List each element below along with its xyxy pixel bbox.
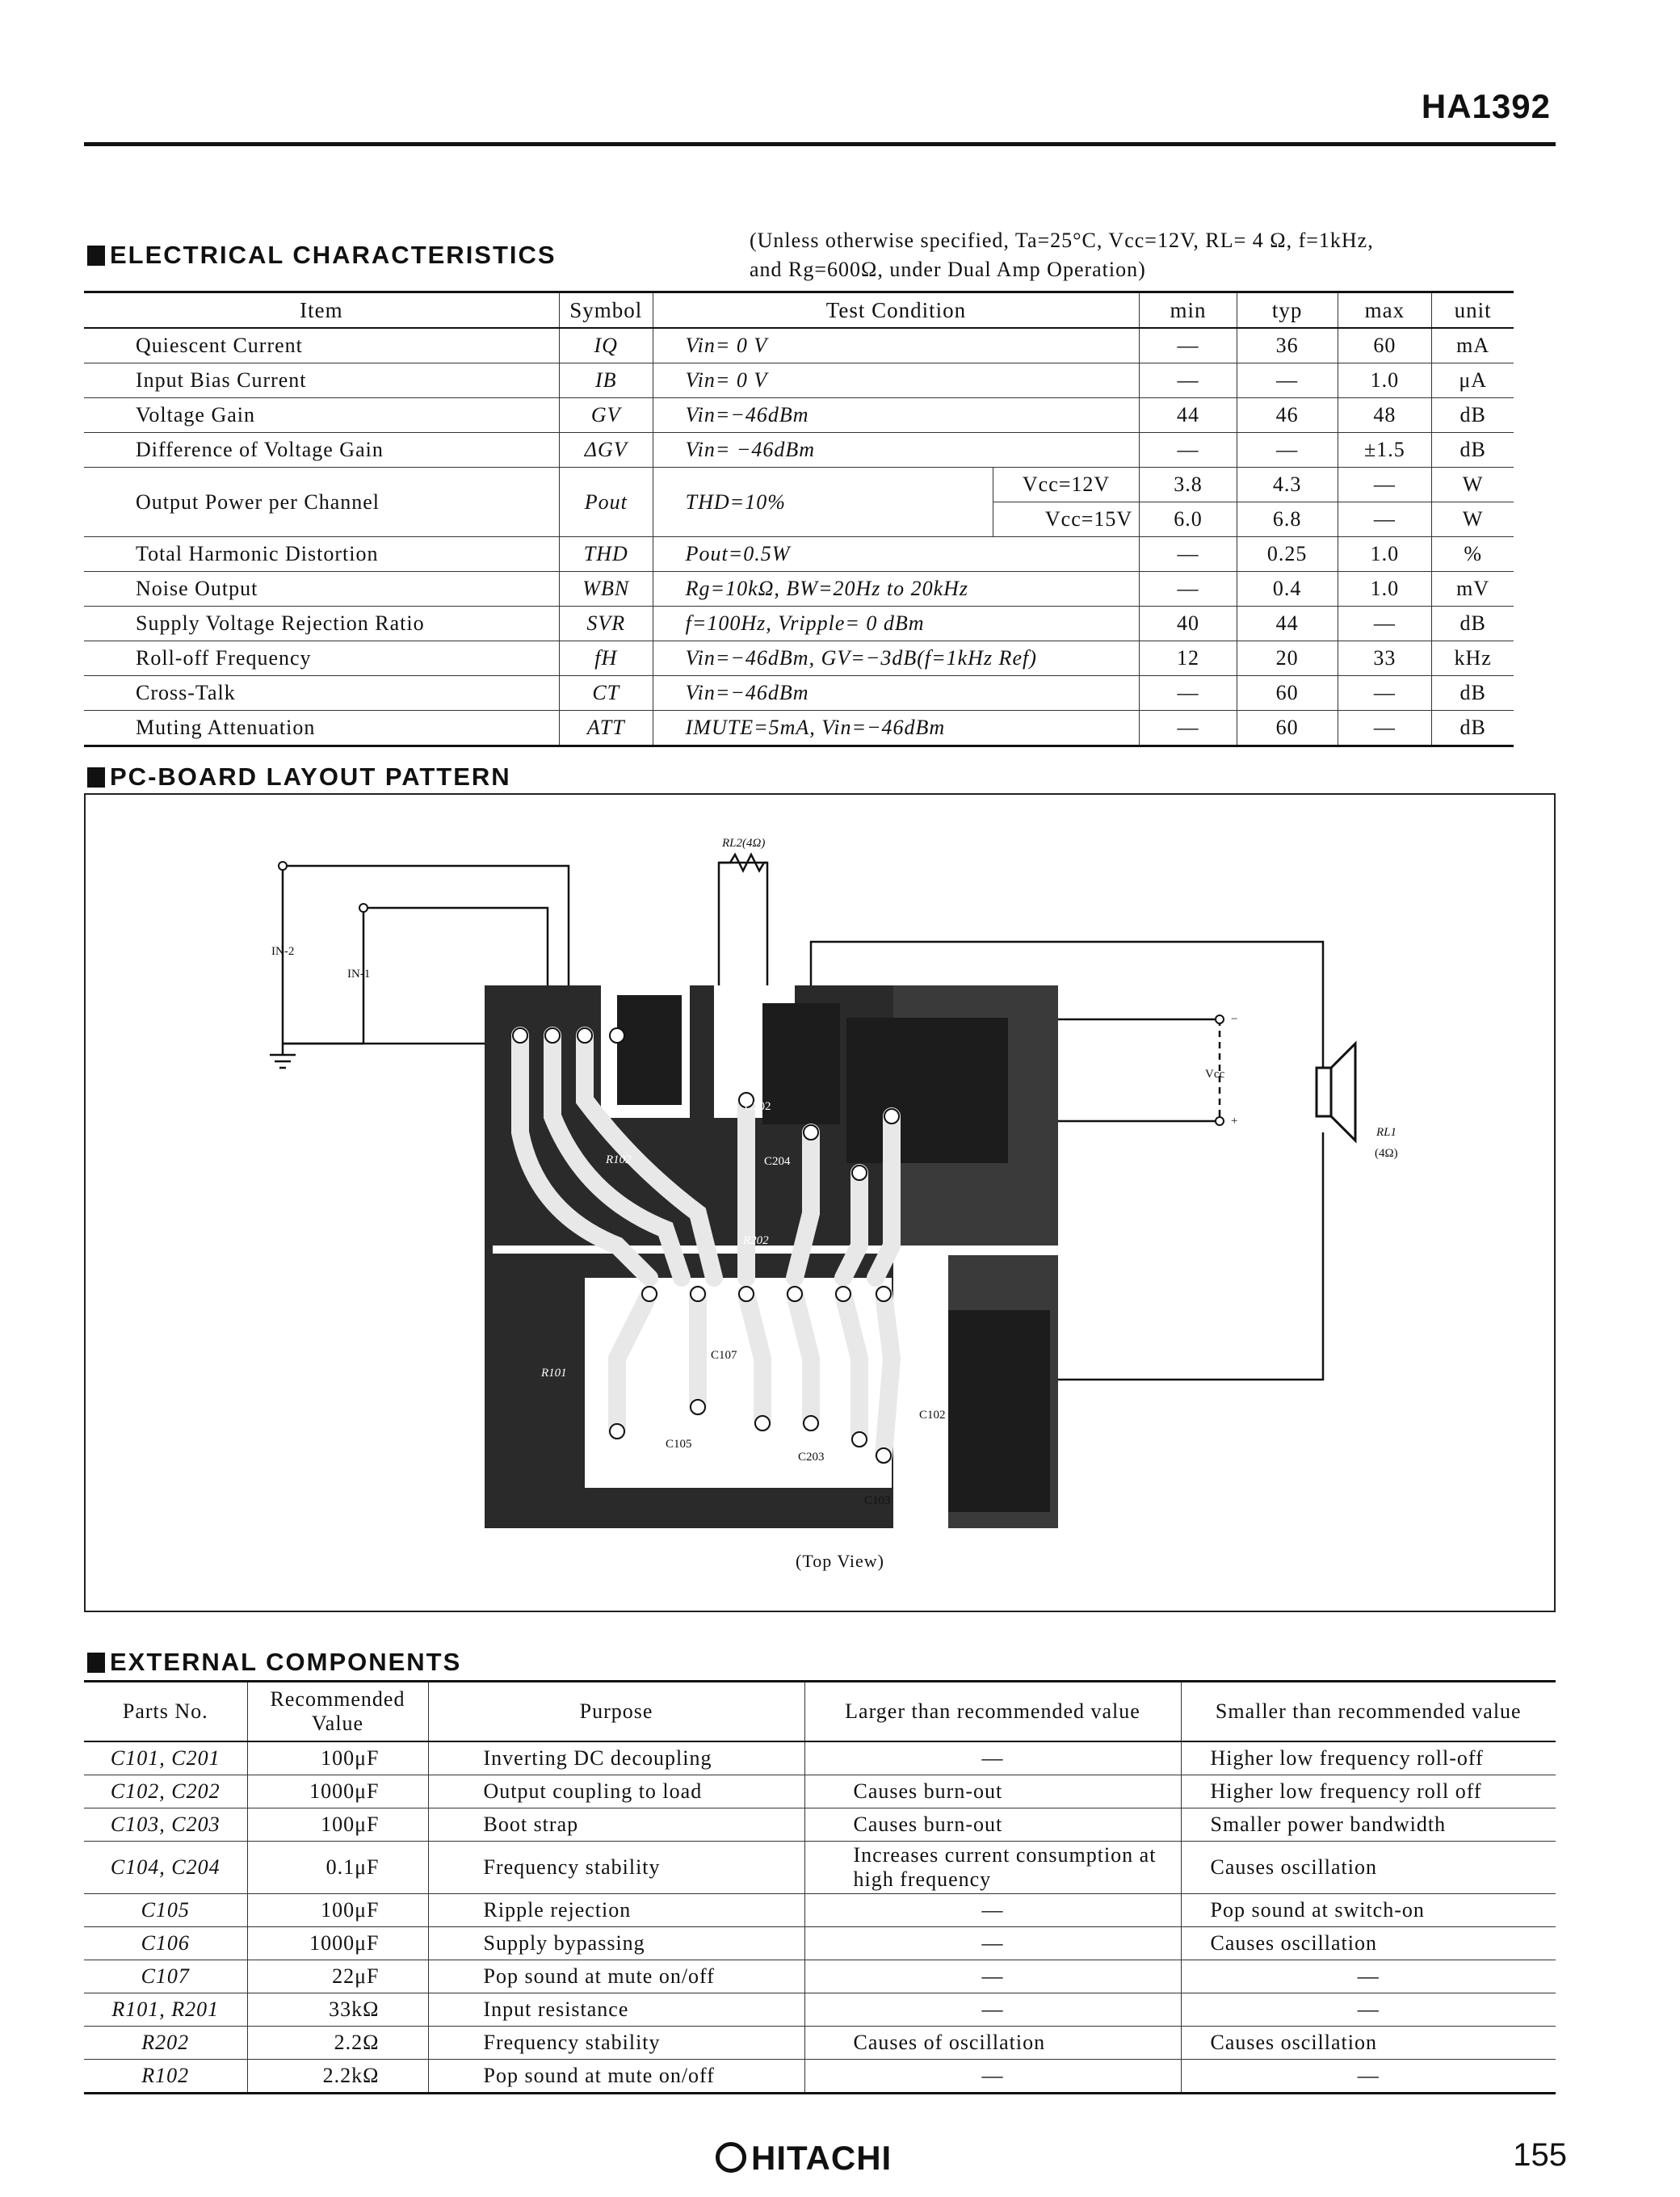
- cell-typ: 60: [1237, 676, 1338, 711]
- cell-min: 12: [1140, 641, 1237, 676]
- cell-part: C105: [84, 1894, 247, 1927]
- cell-typ: —: [1237, 433, 1338, 468]
- cell-item: Total Harmonic Distortion: [84, 537, 559, 572]
- cell-test: THD=10%: [653, 468, 993, 537]
- cell-purpose: Pop sound at mute on/off: [428, 1960, 804, 1993]
- cell-min: —: [1140, 328, 1237, 363]
- cell-purpose: Pop sound at mute on/off: [428, 2060, 804, 2094]
- cell-value: 1000μF: [247, 1775, 428, 1808]
- cell-unit: dB: [1432, 676, 1514, 711]
- cell-part: C102, C202: [84, 1775, 247, 1808]
- cell-unit: dB: [1432, 607, 1514, 641]
- r101-label: R101: [541, 1367, 567, 1380]
- col-min: min: [1140, 292, 1237, 329]
- table-row: [84, 676, 1514, 711]
- col-test: Test Condition: [653, 292, 1140, 329]
- electrical-conditions: [750, 226, 1374, 284]
- col-max: max: [1338, 292, 1432, 329]
- vcc-label: Vcc: [1205, 1068, 1225, 1081]
- cell-typ: 46: [1237, 398, 1338, 433]
- col-part: Parts No.: [84, 1682, 247, 1742]
- pcb-copper-board: [485, 985, 1058, 1528]
- external-title-text: EXTERNAL COMPONENTS: [110, 1648, 462, 1676]
- col-item: Item: [84, 292, 559, 329]
- c202-label: C202: [745, 1100, 771, 1113]
- cell-value: 1000μF: [247, 1927, 428, 1960]
- electrical-title-text: ELECTRICAL CHARACTERISTICS: [110, 241, 556, 269]
- cell-min: —: [1140, 537, 1237, 572]
- cell-typ: 44: [1237, 607, 1338, 641]
- cell-typ: 20: [1237, 641, 1338, 676]
- cell-symbol: ATT: [559, 711, 653, 746]
- cell-item: Difference of Voltage Gain: [84, 433, 559, 468]
- table-row: [84, 1960, 1556, 1993]
- table-row: [84, 1894, 1556, 1927]
- cell-test: Vin=−46dBm: [653, 398, 1140, 433]
- input-arrows: [283, 884, 363, 1027]
- table-row: [84, 1927, 1556, 1960]
- cell-max: 1.0: [1338, 537, 1432, 572]
- cell-purpose: Ripple rejection: [428, 1894, 804, 1927]
- pcb-diagram: [84, 793, 1554, 1609]
- cell-item: Voltage Gain: [84, 398, 559, 433]
- cell-typ: 4.3: [1237, 468, 1338, 502]
- table-row: [84, 711, 1514, 746]
- cell-larger: —: [804, 1927, 1181, 1960]
- cell-smaller: Causes oscillation: [1181, 1927, 1556, 1960]
- cell-test: Rg=10kΩ, BW=20Hz to 20kHz: [653, 572, 1140, 607]
- cell-smaller: —: [1181, 1960, 1556, 1993]
- pcb-title: [87, 762, 511, 792]
- cell-purpose: Frequency stability: [428, 1842, 804, 1894]
- external-table: [84, 1680, 1556, 2094]
- cell-value: 22μF: [247, 1960, 428, 1993]
- cell-symbol: IQ: [559, 328, 653, 363]
- cell-smaller: Pop sound at switch-on: [1181, 1894, 1556, 1927]
- cell-test: Vin=−46dBm, GV=−3dB(f=1kHz Ref): [653, 641, 1140, 676]
- c103-label: C103: [864, 1494, 891, 1507]
- cell-larger: Causes of oscillation: [804, 2027, 1181, 2060]
- cell-purpose: Boot strap: [428, 1808, 804, 1842]
- col-value: Recommended Value: [247, 1682, 428, 1742]
- cell-symbol: IB: [559, 363, 653, 398]
- electrical-header-row: [84, 292, 1514, 329]
- cell-value: 100μF: [247, 1894, 428, 1927]
- col-smaller: Smaller than recommended value: [1181, 1682, 1556, 1742]
- cell-item: Muting Attenuation: [84, 711, 559, 746]
- cell-unit: mA: [1432, 328, 1514, 363]
- c102-label: C102: [919, 1409, 946, 1422]
- col-larger: Larger than recommended value: [804, 1682, 1181, 1742]
- cell-part: C107: [84, 1960, 247, 1993]
- cell-larger: Causes burn-out: [804, 1775, 1181, 1808]
- c107-label: C107: [711, 1349, 737, 1362]
- cell-symbol: ΔGV: [559, 433, 653, 468]
- cell-larger: —: [804, 1894, 1181, 1927]
- cell-unit: kHz: [1432, 641, 1514, 676]
- cell-value: 2.2kΩ: [247, 2060, 428, 2094]
- cell-typ: 0.4: [1237, 572, 1338, 607]
- cell-max: ±1.5: [1338, 433, 1432, 468]
- table-row: [84, 2060, 1556, 2094]
- cell-item: Quiescent Current: [84, 328, 559, 363]
- cell-max: —: [1338, 676, 1432, 711]
- cell-subcond: Vcc=15V: [993, 502, 1139, 537]
- cell-min: 40: [1140, 607, 1237, 641]
- table-row: [84, 2027, 1556, 2060]
- cell-min: 3.8: [1140, 468, 1237, 502]
- table-row: [84, 572, 1514, 607]
- c203-label: C203: [798, 1451, 825, 1464]
- cell-part: R101, R201: [84, 1993, 247, 2027]
- table-row: [84, 1741, 1556, 1775]
- cell-typ: 36: [1237, 328, 1338, 363]
- cell-symbol: GV: [559, 398, 653, 433]
- table-row: [84, 328, 1514, 363]
- cell-min: —: [1140, 433, 1237, 468]
- cell-smaller: Causes oscillation: [1181, 1842, 1556, 1894]
- cell-max: —: [1338, 711, 1432, 746]
- cell-test: Vin= −46dBm: [653, 433, 1140, 468]
- col-symbol: Symbol: [559, 292, 653, 329]
- cell-typ: 6.8: [1237, 502, 1338, 537]
- cell-larger: Causes burn-out: [804, 1808, 1181, 1842]
- cell-unit: dB: [1432, 398, 1514, 433]
- cell-smaller: Higher low frequency roll-off: [1181, 1741, 1556, 1775]
- cell-typ: 60: [1237, 711, 1338, 746]
- rl2-label: RL2(4Ω): [722, 837, 766, 850]
- table-row: [84, 1808, 1556, 1842]
- cell-part: R202: [84, 2027, 247, 2060]
- cell-max: —: [1338, 607, 1432, 641]
- cell-part: C101, C201: [84, 1741, 247, 1775]
- conditions-line-2: and Rg=600Ω, under Dual Amp Operation): [750, 258, 1146, 281]
- cell-max: —: [1338, 502, 1432, 537]
- section-bullet: [87, 246, 105, 266]
- cell-item: Roll-off Frequency: [84, 641, 559, 676]
- page-number: 155: [1513, 2137, 1567, 2173]
- cell-part: C104, C204: [84, 1842, 247, 1894]
- table-row: [84, 433, 1514, 468]
- electrical-table: [84, 291, 1514, 747]
- conditions-line-1: (Unless otherwise specified, Ta=25°C, Vcc=12V, RL= 4 Ω, f=1kHz,: [750, 229, 1374, 252]
- table-row: [84, 398, 1514, 433]
- table-row: [84, 363, 1514, 398]
- cell-max: —: [1338, 468, 1432, 502]
- r102-label: R102: [606, 1153, 632, 1166]
- part-number: HA1392: [1421, 87, 1551, 125]
- cell-larger: —: [804, 1960, 1181, 1993]
- in2-label: IN-2: [271, 945, 295, 958]
- cell-unit: mV: [1432, 572, 1514, 607]
- header-rule: [84, 142, 1556, 146]
- cell-value: 100μF: [247, 1741, 428, 1775]
- cell-purpose: Frequency stability: [428, 2027, 804, 2060]
- cell-purpose: Inverting DC decoupling: [428, 1741, 804, 1775]
- section-bullet: [87, 767, 105, 788]
- cell-part: C103, C203: [84, 1808, 247, 1842]
- table-row: [84, 607, 1514, 641]
- cell-min: —: [1140, 676, 1237, 711]
- pcb-title-text: PC-BOARD LAYOUT PATTERN: [110, 762, 511, 791]
- cell-smaller: Smaller power bandwidth: [1181, 1808, 1556, 1842]
- cell-test: Vin=−46dBm: [653, 676, 1140, 711]
- cell-larger: —: [804, 2060, 1181, 2094]
- electrical-title: [87, 241, 556, 270]
- cell-test: Pout=0.5W: [653, 537, 1140, 572]
- col-unit: unit: [1432, 292, 1514, 329]
- hitachi-emblem-icon: [716, 2142, 746, 2173]
- cell-test: IMUTE=5mA, Vin=−46dBm: [653, 711, 1140, 746]
- section-bullet: [87, 1653, 105, 1673]
- col-typ: typ: [1237, 292, 1338, 329]
- r202-label: R202: [743, 1234, 769, 1247]
- vcc-minus-label: −: [1231, 1013, 1238, 1026]
- cell-purpose: Supply bypassing: [428, 1927, 804, 1960]
- table-row: [84, 1842, 1556, 1894]
- table-row: [84, 641, 1514, 676]
- in1-label: IN-1: [347, 968, 371, 981]
- cell-subcond: Vcc=12V: [993, 468, 1139, 502]
- cell-symbol: THD: [559, 537, 653, 572]
- cell-min: —: [1140, 711, 1237, 746]
- cell-symbol: SVR: [559, 607, 653, 641]
- cell-smaller: Higher low frequency roll off: [1181, 1775, 1556, 1808]
- cell-symbol: WBN: [559, 572, 653, 607]
- cell-smaller: Causes oscillation: [1181, 2027, 1556, 2060]
- cell-purpose: Input resistance: [428, 1993, 804, 2027]
- table-row: [84, 1775, 1556, 1808]
- cell-min: 44: [1140, 398, 1237, 433]
- cell-purpose: Output coupling to load: [428, 1775, 804, 1808]
- cell-min: —: [1140, 363, 1237, 398]
- table-row: [84, 1993, 1556, 2027]
- cell-value: 33kΩ: [247, 1993, 428, 2027]
- brand-text: HITACHI: [751, 2139, 892, 2177]
- cell-symbol: fH: [559, 641, 653, 676]
- cell-test: Vin= 0 V: [653, 363, 1140, 398]
- cell-item: Noise Output: [84, 572, 559, 607]
- cell-max: 1.0: [1338, 363, 1432, 398]
- cell-part: C106: [84, 1927, 247, 1960]
- cell-part: R102: [84, 2060, 247, 2094]
- table-row: [84, 468, 1514, 502]
- cell-unit: dB: [1432, 433, 1514, 468]
- cell-smaller: —: [1181, 1993, 1556, 2027]
- cell-value: 2.2Ω: [247, 2027, 428, 2060]
- cell-max: 1.0: [1338, 572, 1432, 607]
- cell-unit: μA: [1432, 363, 1514, 398]
- cell-symbol: Pout: [559, 468, 653, 537]
- cell-larger: Increases current consumption at high frequency: [804, 1842, 1181, 1894]
- c204-label: C204: [764, 1155, 791, 1168]
- cell-min: —: [1140, 572, 1237, 607]
- cell-typ: —: [1237, 363, 1338, 398]
- cell-test: f=100Hz, Vripple= 0 dBm: [653, 607, 1140, 641]
- table-row: [84, 537, 1514, 572]
- cell-smaller: —: [1181, 2060, 1556, 2094]
- cell-test: Vin= 0 V: [653, 328, 1140, 363]
- cell-item: Output Power per Channel: [84, 468, 559, 537]
- cell-max: 33: [1338, 641, 1432, 676]
- cell-max: 60: [1338, 328, 1432, 363]
- pcb-caption: (Top View): [796, 1551, 884, 1571]
- c105-label: C105: [666, 1438, 692, 1451]
- vcc-plus-label: +: [1231, 1115, 1238, 1128]
- cell-value: 100μF: [247, 1808, 428, 1842]
- hitachi-logo: [716, 2139, 892, 2178]
- pin1-label: 1: [630, 1296, 636, 1309]
- cell-value: 0.1μF: [247, 1842, 428, 1894]
- cell-unit: W: [1432, 502, 1514, 537]
- cell-item: Cross-Talk: [84, 676, 559, 711]
- cell-item: Supply Voltage Rejection Ratio: [84, 607, 559, 641]
- cell-larger: —: [804, 1993, 1181, 2027]
- external-header-row: [84, 1682, 1556, 1742]
- cell-larger: —: [804, 1741, 1181, 1775]
- col-purpose: Purpose: [428, 1682, 804, 1742]
- cell-max: 48: [1338, 398, 1432, 433]
- cell-symbol: CT: [559, 676, 653, 711]
- cell-item: Input Bias Current: [84, 363, 559, 398]
- external-title: [87, 1648, 461, 1677]
- rl1-label: RL1: [1376, 1126, 1397, 1139]
- cell-typ: 0.25: [1237, 537, 1338, 572]
- cell-unit: dB: [1432, 711, 1514, 746]
- cell-unit: W: [1432, 468, 1514, 502]
- cell-min: 6.0: [1140, 502, 1237, 537]
- rl1-value-label: (4Ω): [1375, 1147, 1398, 1160]
- cell-unit: %: [1432, 537, 1514, 572]
